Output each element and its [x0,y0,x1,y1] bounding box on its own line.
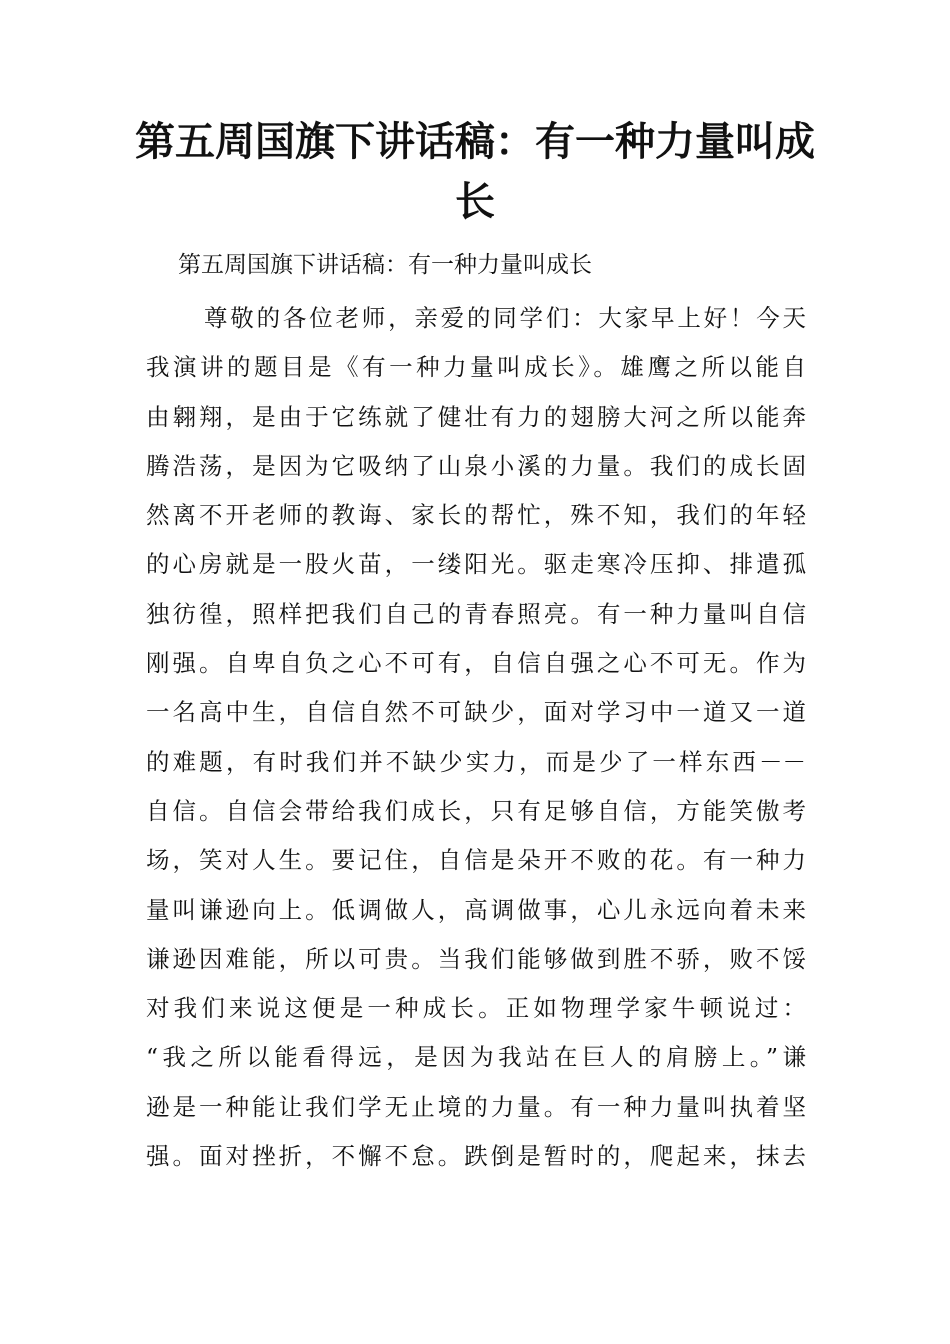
body-line: 一名高中生，自信自然不可缺少，面对学习中一道又一道 [146,698,806,727]
body-line: 谦逊因难能，所以可贵。当我们能够做到胜不骄，败不馁 [146,944,806,973]
body-line: 刚强。自卑自负之心不可有，自信自强之心不可无。作为 [146,649,806,678]
body-line: 腾浩荡，是因为它吸纳了山泉小溪的力量。我们的成长固 [146,451,806,480]
body-line: 然离不开老师的教诲、家长的帮忙，殊不知，我们的年轻 [146,501,806,530]
body-line: 对我们来说这便是一种成长。正如物理学家牛顿说过： [146,994,806,1023]
body-line: 量叫谦逊向上。低调做人，高调做事，心儿永远向着未来 [146,895,806,924]
body-line: 独彷徨，照样把我们自己的青春照亮。有一种力量叫自信 [146,599,806,628]
body-line: “我之所以能看得远，是因为我站在巨人的肩膀上。”谦 [146,1043,806,1072]
document-title: 第五周国旗下讲话稿：有一种力量叫成长 [135,118,815,225]
body-line: 场，笑对人生。要记住，自信是朵开不败的花。有一种力 [146,846,806,875]
body-line: 自信。自信会带给我们成长，只有足够自信，方能笑傲考 [146,796,806,825]
body-line: 逊是一种能让我们学无止境的力量。有一种力量叫执着坚 [146,1092,806,1121]
body-line: 我演讲的题目是《有一种力量叫成长》。雄鹰之所以能自 [146,353,806,382]
body-line: 强。面对挫折，不懈不怠。跌倒是暂时的，爬起来，抹去 [146,1142,806,1171]
body-line: 的心房就是一股火苗，一缕阳光。驱走寒冷压抑、排遣孤 [146,550,806,579]
body-line: 的难题，有时我们并不缺少实力，而是少了一样东西－－ [146,747,806,776]
body-line: 尊敬的各位老师，亲爱的同学们：大家早上好！今天 [204,304,806,332]
body-line: 由翱翔，是由于它练就了健壮有力的翅膀大河之所以能奔 [146,402,806,431]
document-subtitle: 第五周国旗下讲话稿：有一种力量叫成长 [178,252,592,278]
document-body [146,294,806,1181]
